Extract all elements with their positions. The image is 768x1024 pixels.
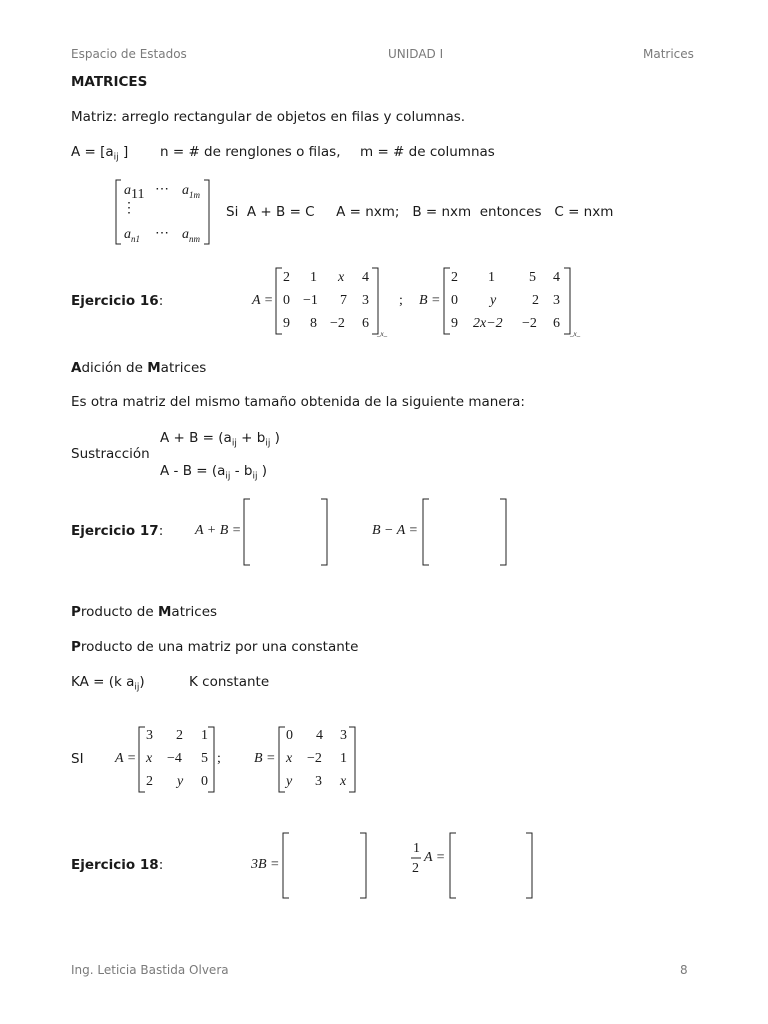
- ej16-B-cell: 6: [553, 316, 560, 331]
- ej16-A-cell: 2: [283, 270, 290, 285]
- si-B-cell: 4: [316, 728, 323, 743]
- m-definition: m = # de columnas: [360, 144, 495, 160]
- ej17-expr-b-minus-a: B − A =: [372, 523, 418, 538]
- ej16-B-cell: 4: [553, 270, 560, 285]
- sum-condition: Si A + B = C A = nxm; B = nxm entonces C = nxm: [226, 204, 614, 220]
- ejercicio-16-label: Ejercicio 16:: [71, 293, 164, 309]
- ej16-B-dim: _x_: [570, 330, 581, 338]
- ej16-B-cell: 2: [451, 270, 458, 285]
- producto-title: Producto de Matrices: [71, 604, 218, 620]
- si-A-cell: 5: [201, 751, 208, 766]
- ej16-A-cell: 6: [362, 316, 369, 331]
- bracket-right: [204, 180, 209, 244]
- ej16-B-cell: 5: [529, 270, 536, 285]
- producto-subtitle: Producto de una matriz por una constante: [71, 639, 359, 655]
- ej18-expr-half-a: A =: [424, 850, 446, 865]
- ej16-B-cell: −2: [522, 316, 537, 331]
- ej16-A-cell: x: [338, 270, 345, 285]
- ej16-B-cell: 3: [553, 293, 560, 308]
- si-B-cell: −2: [307, 751, 322, 766]
- si-B-cell: 0: [286, 728, 293, 743]
- ej17-expr-a-plus-b: A + B =: [195, 523, 242, 538]
- si-B-cell: y: [286, 774, 293, 789]
- ej16-A-cell: 3: [362, 293, 369, 308]
- ej16-separator: ;: [399, 293, 403, 308]
- sum-formula: $A + B = (a_{ij} + b_{ij}$ ): [160, 430, 280, 449]
- diff-formula: $A - B = (a_{ij} - b_{ij}$ ): [160, 463, 268, 482]
- generic-a11: $a_{11}$: [124, 183, 145, 202]
- si-A-cell: 3: [146, 728, 153, 743]
- generic-dots-h2: ⋯: [155, 226, 169, 241]
- ej18-frac-den: 2: [412, 861, 419, 876]
- generic-a1m: $a_{1m}$: [182, 183, 200, 200]
- adicion-title: Adición de Matrices: [71, 360, 207, 376]
- si-B-cell: x: [286, 751, 293, 766]
- ejercicio-17-label: Ejercicio 17:: [71, 523, 164, 539]
- si-B-cell: 1: [340, 751, 347, 766]
- footer-author: Ing. Leticia Bastida Olvera: [71, 963, 229, 977]
- bracket-left: [116, 180, 121, 244]
- page-number: 8: [680, 963, 688, 977]
- ej16-B-label: B =: [419, 293, 441, 308]
- si-A-cell: 2: [146, 774, 153, 789]
- ej16-B-cell: 2: [532, 293, 539, 308]
- ej16-A-dim: _x_: [377, 330, 388, 338]
- ejercicio-18-label: Ejercicio 18:: [71, 857, 164, 873]
- si-A-cell: −4: [167, 751, 182, 766]
- si-A-cell: 0: [201, 774, 208, 789]
- generic-anm: $a_{nm}$: [182, 227, 200, 244]
- ej16-B-cell: 1: [488, 270, 495, 285]
- ej18-expr-3b: 3B =: [251, 857, 280, 872]
- sustraccion-label: Sustracción: [71, 446, 150, 462]
- ej16-A-cell: 8: [310, 316, 317, 331]
- ej16-A-cell: 7: [340, 293, 347, 308]
- page-title: MATRICES: [71, 74, 148, 90]
- generic-dots-h1: ⋯: [155, 182, 169, 197]
- notation-line: $A = [a_{ij}$ ]: [71, 144, 129, 163]
- si-separator: ;: [217, 751, 221, 766]
- k-constant: K constante: [189, 674, 270, 690]
- si-B-cell: x: [340, 774, 347, 789]
- si-label: SI: [71, 751, 84, 767]
- generic-dots-v: ⋮: [122, 201, 136, 216]
- si-B-cell: 3: [315, 774, 322, 789]
- ej16-A-cell: 1: [310, 270, 317, 285]
- si-A-cell: y: [177, 774, 184, 789]
- si-A-cell: 2: [176, 728, 183, 743]
- si-A-cell: 1: [201, 728, 208, 743]
- ej18-frac-num: 1: [413, 841, 420, 856]
- header-center: UNIDAD I: [388, 47, 444, 61]
- adicion-description: Es otra matriz del mismo tamaño obtenida de la siguiente manera:: [71, 394, 525, 410]
- ej16-B-cell: 2x−2: [473, 316, 503, 331]
- ej16-A-label: A =: [252, 293, 274, 308]
- n-definition: n = # de renglones o filas,: [160, 144, 341, 160]
- ej16-B-cell: y: [490, 293, 497, 308]
- ej16-A-cell: 4: [362, 270, 369, 285]
- ej16-A-cell: 0: [283, 293, 290, 308]
- ej16-B-cell: 0: [451, 293, 458, 308]
- ka-formula: KA = (k $a_{ij}$): [71, 674, 145, 693]
- si-B-label: B =: [254, 751, 276, 766]
- ej16-A-cell: −2: [330, 316, 345, 331]
- si-A-label: A =: [115, 751, 137, 766]
- header-right: Matrices: [643, 47, 694, 61]
- generic-an1: $a_{n1}$: [124, 227, 140, 244]
- header-left: Espacio de Estados: [71, 47, 187, 61]
- si-B-cell: 3: [340, 728, 347, 743]
- ej16-B-cell: 9: [451, 316, 458, 331]
- si-A-cell: x: [146, 751, 153, 766]
- ej16-A-cell: −1: [303, 293, 318, 308]
- matrix-definition: Matriz: arreglo rectangular de objetos en filas y columnas.: [71, 109, 466, 125]
- ej16-A-cell: 9: [283, 316, 290, 331]
